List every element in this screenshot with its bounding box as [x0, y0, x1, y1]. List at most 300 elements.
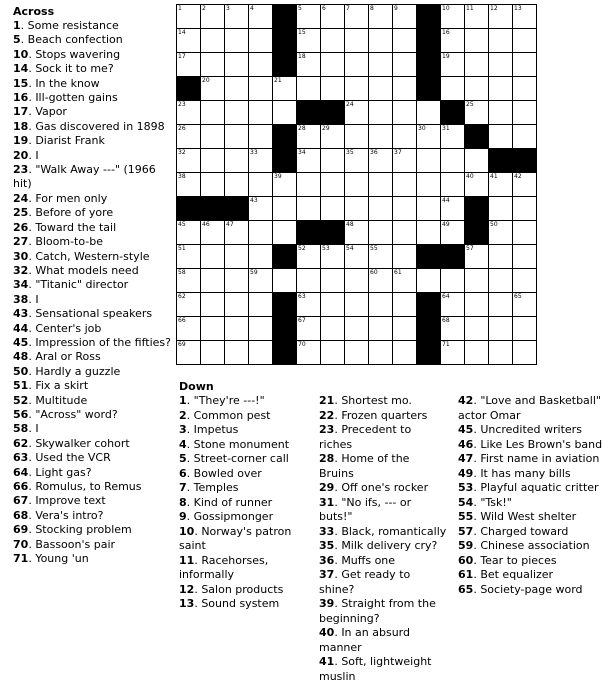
grid-cell[interactable] — [225, 53, 249, 77]
grid-cell[interactable] — [513, 197, 537, 221]
grid-cell[interactable] — [489, 341, 513, 365]
clue-text: Hardly a guzzle — [35, 364, 121, 378]
down-clue[interactable] — [179, 467, 307, 482]
grid-cell[interactable] — [177, 29, 201, 53]
grid-cell[interactable] — [177, 173, 201, 197]
down-clue[interactable] — [319, 452, 447, 481]
down-clue[interactable] — [179, 510, 307, 525]
grid-cell[interactable] — [465, 53, 489, 77]
grid-cell[interactable] — [441, 317, 465, 341]
grid-cell[interactable] — [297, 5, 321, 29]
grid-cell[interactable] — [489, 53, 513, 77]
cell-number: 54 — [346, 245, 354, 252]
clue-number-separator: . — [28, 321, 36, 335]
down-clue[interactable] — [458, 510, 606, 525]
down-clue[interactable] — [458, 539, 606, 554]
grid-cell[interactable] — [321, 53, 345, 77]
grid-cell[interactable] — [201, 245, 225, 269]
across-clue[interactable] — [13, 480, 173, 494]
grid-cell[interactable] — [393, 125, 417, 149]
grid-cell[interactable] — [441, 77, 465, 101]
down-clue[interactable] — [179, 554, 307, 583]
grid-cell[interactable] — [225, 101, 249, 125]
down-clue[interactable] — [179, 394, 307, 409]
grid-cell[interactable] — [177, 293, 201, 317]
across-clue[interactable] — [13, 437, 173, 451]
grid-cell[interactable] — [513, 173, 537, 197]
grid-cell[interactable] — [225, 317, 249, 341]
grid-cell[interactable] — [297, 317, 321, 341]
grid-cell[interactable] — [273, 221, 297, 245]
grid-cell[interactable] — [177, 269, 201, 293]
grid-cell[interactable] — [369, 173, 393, 197]
grid-cell[interactable] — [513, 53, 537, 77]
across-clue[interactable] — [13, 48, 173, 62]
grid-cell[interactable] — [345, 53, 369, 77]
grid-cell[interactable] — [249, 77, 273, 101]
grid-cell[interactable] — [417, 221, 441, 245]
grid-cell[interactable] — [177, 149, 201, 173]
grid-cell[interactable] — [441, 29, 465, 53]
grid-cell[interactable] — [297, 341, 321, 365]
grid-cell[interactable] — [489, 245, 513, 269]
grid-cell[interactable] — [369, 245, 393, 269]
grid-cell[interactable] — [201, 125, 225, 149]
down-clue[interactable] — [458, 423, 606, 438]
grid-cell[interactable] — [321, 317, 345, 341]
down-clue[interactable] — [319, 409, 447, 424]
grid-cell[interactable] — [297, 245, 321, 269]
grid-cell[interactable] — [417, 197, 441, 221]
grid-cell[interactable] — [441, 293, 465, 317]
across-clue[interactable] — [13, 408, 173, 422]
across-clue[interactable] — [13, 322, 173, 336]
across-clue[interactable] — [13, 105, 173, 119]
clue-text: Playful aquatic critter — [480, 481, 599, 494]
clue-number-separator: . — [334, 423, 342, 436]
down-clues — [179, 379, 609, 683]
cell-number: 69 — [178, 341, 186, 348]
grid-cell[interactable] — [273, 77, 297, 101]
grid-cell[interactable] — [345, 293, 369, 317]
grid-cell[interactable] — [249, 197, 273, 221]
grid-cell[interactable] — [225, 293, 249, 317]
grid-cell[interactable] — [393, 197, 417, 221]
down-clue[interactable] — [179, 438, 307, 453]
grid-cell[interactable] — [201, 101, 225, 125]
grid-cell[interactable] — [393, 221, 417, 245]
grid-cell[interactable] — [345, 173, 369, 197]
grid-cell[interactable] — [225, 173, 249, 197]
clue-number-separator: . — [28, 552, 36, 566]
down-clue[interactable] — [319, 525, 447, 540]
grid-cell[interactable] — [393, 77, 417, 101]
grid-cell[interactable] — [321, 293, 345, 317]
grid-cell[interactable] — [513, 101, 537, 125]
grid-cell[interactable] — [393, 101, 417, 125]
across-clue[interactable] — [13, 149, 173, 163]
clue-number: 30 — [13, 249, 29, 263]
grid-cell[interactable] — [297, 173, 321, 197]
across-clue[interactable] — [13, 538, 173, 552]
grid-cell[interactable] — [513, 341, 537, 365]
down-clue[interactable] — [179, 496, 307, 511]
grid-cell[interactable] — [369, 149, 393, 173]
grid-cell[interactable] — [201, 293, 225, 317]
cell-number: 32 — [178, 149, 186, 156]
grid-cell[interactable] — [249, 53, 273, 77]
clue-number: 60 — [458, 553, 474, 567]
down-clue[interactable] — [458, 496, 606, 511]
grid-cell[interactable] — [369, 53, 393, 77]
grid-cell[interactable] — [393, 269, 417, 293]
down-clue[interactable] — [458, 568, 606, 583]
down-clue[interactable] — [319, 423, 447, 452]
down-clue[interactable] — [179, 409, 307, 424]
grid-cell[interactable] — [489, 317, 513, 341]
grid-cell[interactable] — [393, 341, 417, 365]
across-clue[interactable] — [13, 509, 173, 523]
clue-number: 56 — [13, 407, 29, 421]
clue-text: Stocking problem — [35, 523, 132, 537]
grid-cell[interactable] — [249, 5, 273, 29]
down-clue[interactable] — [458, 554, 606, 569]
down-clue[interactable] — [458, 525, 606, 540]
across-clue[interactable] — [13, 77, 173, 91]
grid-cell[interactable] — [297, 29, 321, 53]
across-clue[interactable] — [13, 278, 173, 292]
grid-cell[interactable] — [441, 53, 465, 77]
across-clue[interactable] — [13, 235, 173, 249]
grid-cell[interactable] — [201, 341, 225, 365]
across-clue[interactable] — [13, 350, 173, 364]
down-clue[interactable] — [458, 452, 606, 467]
grid-cell[interactable] — [489, 197, 513, 221]
grid-cell[interactable] — [369, 5, 393, 29]
grid-cell[interactable] — [345, 29, 369, 53]
grid-cell[interactable] — [465, 269, 489, 293]
grid-cell[interactable] — [201, 317, 225, 341]
grid-cell[interactable] — [417, 269, 441, 293]
down-clue[interactable] — [458, 467, 606, 482]
grid-cell[interactable] — [441, 341, 465, 365]
grid-cell[interactable] — [465, 5, 489, 29]
grid-cell[interactable] — [465, 245, 489, 269]
grid-cell[interactable] — [465, 149, 489, 173]
clue-number: 54 — [458, 495, 474, 509]
cell-number: 52 — [298, 245, 306, 252]
grid-cell[interactable] — [417, 173, 441, 197]
grid-cell[interactable] — [345, 149, 369, 173]
grid-cell[interactable] — [369, 293, 393, 317]
grid-cell[interactable] — [321, 173, 345, 197]
grid-cell[interactable] — [441, 5, 465, 29]
grid-cell[interactable] — [177, 317, 201, 341]
grid-cell[interactable] — [297, 269, 321, 293]
across-clue[interactable] — [13, 250, 173, 264]
down-clue[interactable] — [179, 597, 307, 612]
across-clue[interactable] — [13, 33, 173, 47]
grid-cell[interactable] — [225, 29, 249, 53]
across-clue[interactable] — [13, 163, 173, 192]
grid-cell[interactable] — [465, 341, 489, 365]
grid-cell[interactable] — [489, 173, 513, 197]
across-clue[interactable] — [13, 120, 173, 134]
grid-cell[interactable] — [249, 101, 273, 125]
grid-cell[interactable] — [345, 5, 369, 29]
grid-cell[interactable] — [249, 269, 273, 293]
clue-number-separator: . — [28, 350, 36, 364]
grid-cell[interactable] — [369, 221, 393, 245]
grid-cell[interactable] — [369, 341, 393, 365]
grid-cell[interactable] — [465, 77, 489, 101]
grid-cell[interactable] — [297, 77, 321, 101]
grid-cell[interactable] — [393, 173, 417, 197]
across-clue[interactable] — [13, 192, 173, 206]
grid-cell[interactable] — [297, 293, 321, 317]
across-clue[interactable] — [13, 552, 173, 566]
across-clue[interactable] — [13, 221, 173, 235]
grid-cell[interactable] — [393, 53, 417, 77]
grid-cell[interactable] — [297, 197, 321, 221]
clue-number: 3 — [179, 423, 187, 436]
down-clue[interactable] — [319, 626, 447, 655]
grid-cell[interactable] — [201, 29, 225, 53]
grid-cell[interactable] — [201, 77, 225, 101]
grid-cell[interactable] — [465, 173, 489, 197]
across-clue[interactable] — [13, 336, 173, 350]
grid-cell[interactable] — [321, 341, 345, 365]
grid-cell[interactable] — [249, 245, 273, 269]
grid-cell[interactable] — [321, 125, 345, 149]
across-clue[interactable] — [13, 365, 173, 379]
grid-cell[interactable] — [513, 221, 537, 245]
grid-cell[interactable] — [393, 29, 417, 53]
grid-cell[interactable] — [345, 317, 369, 341]
grid-cell[interactable] — [201, 5, 225, 29]
grid-cell[interactable] — [225, 341, 249, 365]
down-clue[interactable] — [458, 438, 606, 453]
grid-cell[interactable] — [249, 221, 273, 245]
grid-cell[interactable] — [393, 317, 417, 341]
grid-cell[interactable] — [297, 53, 321, 77]
grid-cell[interactable] — [489, 293, 513, 317]
grid-cell[interactable] — [489, 221, 513, 245]
grid-cell[interactable] — [417, 101, 441, 125]
grid-cell[interactable] — [321, 269, 345, 293]
grid-cell[interactable] — [369, 77, 393, 101]
cell-number: 49 — [442, 221, 450, 228]
grid-cell[interactable] — [201, 221, 225, 245]
across-clue[interactable] — [13, 494, 173, 508]
grid-cell[interactable] — [345, 125, 369, 149]
grid-cell[interactable] — [201, 269, 225, 293]
grid-cell[interactable] — [249, 125, 273, 149]
grid-cell[interactable] — [489, 29, 513, 53]
clue-text: Soft, lightweight muslin — [319, 655, 432, 683]
down-clue[interactable] — [458, 394, 606, 423]
grid-cell[interactable] — [465, 293, 489, 317]
grid-cell[interactable] — [489, 77, 513, 101]
grid-cell[interactable] — [345, 101, 369, 125]
grid-cell[interactable] — [465, 29, 489, 53]
clue-text: Society-page word — [480, 582, 583, 596]
grid-cell[interactable] — [417, 149, 441, 173]
cell-number: 11 — [466, 5, 474, 12]
grid-cell[interactable] — [249, 149, 273, 173]
grid-cell[interactable] — [441, 173, 465, 197]
grid-cell[interactable] — [465, 101, 489, 125]
grid-cell[interactable] — [489, 125, 513, 149]
grid-cell[interactable] — [393, 149, 417, 173]
grid-cell[interactable] — [369, 317, 393, 341]
grid-cell[interactable] — [249, 29, 273, 53]
grid-cell[interactable] — [393, 5, 417, 29]
grid-cell[interactable] — [225, 125, 249, 149]
grid-cell[interactable] — [489, 5, 513, 29]
grid-cell[interactable] — [177, 341, 201, 365]
grid-cell[interactable] — [273, 197, 297, 221]
grid-cell[interactable] — [513, 29, 537, 53]
grid-cell[interactable] — [225, 149, 249, 173]
across-clue[interactable] — [13, 466, 173, 480]
across-clue[interactable] — [13, 264, 173, 278]
grid-cell[interactable] — [513, 245, 537, 269]
grid-cell[interactable] — [273, 101, 297, 125]
down-clue[interactable] — [319, 539, 447, 554]
grid-cell[interactable] — [201, 173, 225, 197]
grid-cell[interactable] — [225, 245, 249, 269]
grid-cell[interactable] — [297, 149, 321, 173]
across-clue[interactable] — [13, 379, 173, 393]
across-clue[interactable] — [13, 422, 173, 436]
grid-cell[interactable] — [441, 197, 465, 221]
grid-cell[interactable] — [273, 269, 297, 293]
grid-cell[interactable] — [513, 269, 537, 293]
grid-cell[interactable] — [369, 29, 393, 53]
down-clue[interactable] — [319, 394, 447, 409]
down-clue[interactable] — [179, 481, 307, 496]
across-clue[interactable] — [13, 394, 173, 408]
across-clue[interactable] — [13, 451, 173, 465]
grid-cell[interactable] — [369, 101, 393, 125]
grid-cell[interactable] — [465, 317, 489, 341]
grid-cell[interactable] — [345, 341, 369, 365]
grid-cell[interactable] — [345, 221, 369, 245]
grid-cell[interactable] — [513, 5, 537, 29]
clue-number: 53 — [458, 481, 474, 494]
grid-cell[interactable] — [225, 269, 249, 293]
across-clue[interactable] — [13, 307, 173, 321]
down-clue[interactable] — [179, 423, 307, 438]
grid-cell[interactable] — [225, 221, 249, 245]
grid-cell[interactable] — [321, 197, 345, 221]
grid-cell[interactable] — [321, 77, 345, 101]
down-clue[interactable] — [179, 583, 307, 598]
grid-cell[interactable] — [177, 53, 201, 77]
down-clue[interactable] — [319, 496, 447, 525]
grid-cell[interactable] — [345, 197, 369, 221]
down-clue[interactable] — [458, 481, 606, 496]
down-clue[interactable] — [179, 525, 307, 554]
grid-cell[interactable] — [201, 149, 225, 173]
grid-cell[interactable] — [369, 197, 393, 221]
grid-cell[interactable] — [369, 269, 393, 293]
down-clue[interactable] — [319, 481, 447, 496]
grid-cell[interactable] — [417, 125, 441, 149]
grid-cell[interactable] — [393, 245, 417, 269]
across-clue[interactable] — [13, 62, 173, 76]
grid-cell[interactable] — [513, 317, 537, 341]
grid-cell[interactable] — [177, 245, 201, 269]
grid-cell[interactable] — [225, 5, 249, 29]
clue-number-separator: . — [28, 119, 36, 133]
down-clue[interactable] — [319, 554, 447, 569]
down-clue[interactable] — [319, 568, 447, 597]
clue-number: 11 — [179, 553, 195, 567]
grid-cell[interactable] — [177, 5, 201, 29]
grid-cell[interactable] — [441, 125, 465, 149]
grid-cell[interactable] — [321, 245, 345, 269]
grid-cell[interactable] — [345, 269, 369, 293]
grid-cell[interactable] — [489, 269, 513, 293]
black-square — [417, 293, 441, 317]
grid-cell[interactable] — [345, 77, 369, 101]
grid-cell[interactable] — [249, 173, 273, 197]
grid-cell[interactable] — [177, 221, 201, 245]
cell-number: 7 — [346, 5, 350, 12]
grid-cell[interactable] — [177, 101, 201, 125]
grid-cell[interactable] — [441, 269, 465, 293]
grid-cell[interactable] — [177, 125, 201, 149]
down-clue[interactable] — [458, 583, 606, 598]
across-clue[interactable] — [13, 523, 173, 537]
grid-cell[interactable] — [369, 125, 393, 149]
down-clue[interactable] — [319, 655, 447, 684]
grid-cell[interactable] — [297, 125, 321, 149]
grid-cell[interactable] — [513, 293, 537, 317]
clue-text: Chinese association — [480, 539, 590, 552]
grid-cell[interactable] — [513, 77, 537, 101]
across-clue[interactable] — [13, 134, 173, 148]
grid-cell[interactable] — [441, 149, 465, 173]
grid-cell[interactable] — [321, 149, 345, 173]
grid-cell[interactable] — [225, 77, 249, 101]
across-clue[interactable] — [13, 91, 173, 105]
down-clue[interactable] — [319, 597, 447, 626]
grid-cell[interactable] — [345, 245, 369, 269]
grid-cell[interactable] — [321, 5, 345, 29]
clue-number-separator: . — [28, 76, 36, 90]
clue-number: 61 — [458, 568, 474, 581]
across-clue[interactable] — [13, 206, 173, 220]
grid-cell[interactable] — [321, 29, 345, 53]
clue-text: Sound system — [201, 597, 280, 610]
across-clue[interactable] — [13, 293, 173, 307]
grid-cell[interactable] — [249, 293, 273, 317]
grid-cell[interactable] — [273, 173, 297, 197]
across-clue[interactable] — [13, 19, 173, 33]
grid-cell[interactable] — [201, 53, 225, 77]
grid-cell[interactable] — [441, 221, 465, 245]
down-clue[interactable] — [179, 452, 307, 467]
grid-cell[interactable] — [249, 317, 273, 341]
clue-number: 67 — [13, 494, 29, 508]
grid-cell[interactable] — [393, 293, 417, 317]
grid-cell[interactable] — [249, 341, 273, 365]
grid-cell[interactable] — [513, 125, 537, 149]
grid-cell[interactable] — [489, 101, 513, 125]
